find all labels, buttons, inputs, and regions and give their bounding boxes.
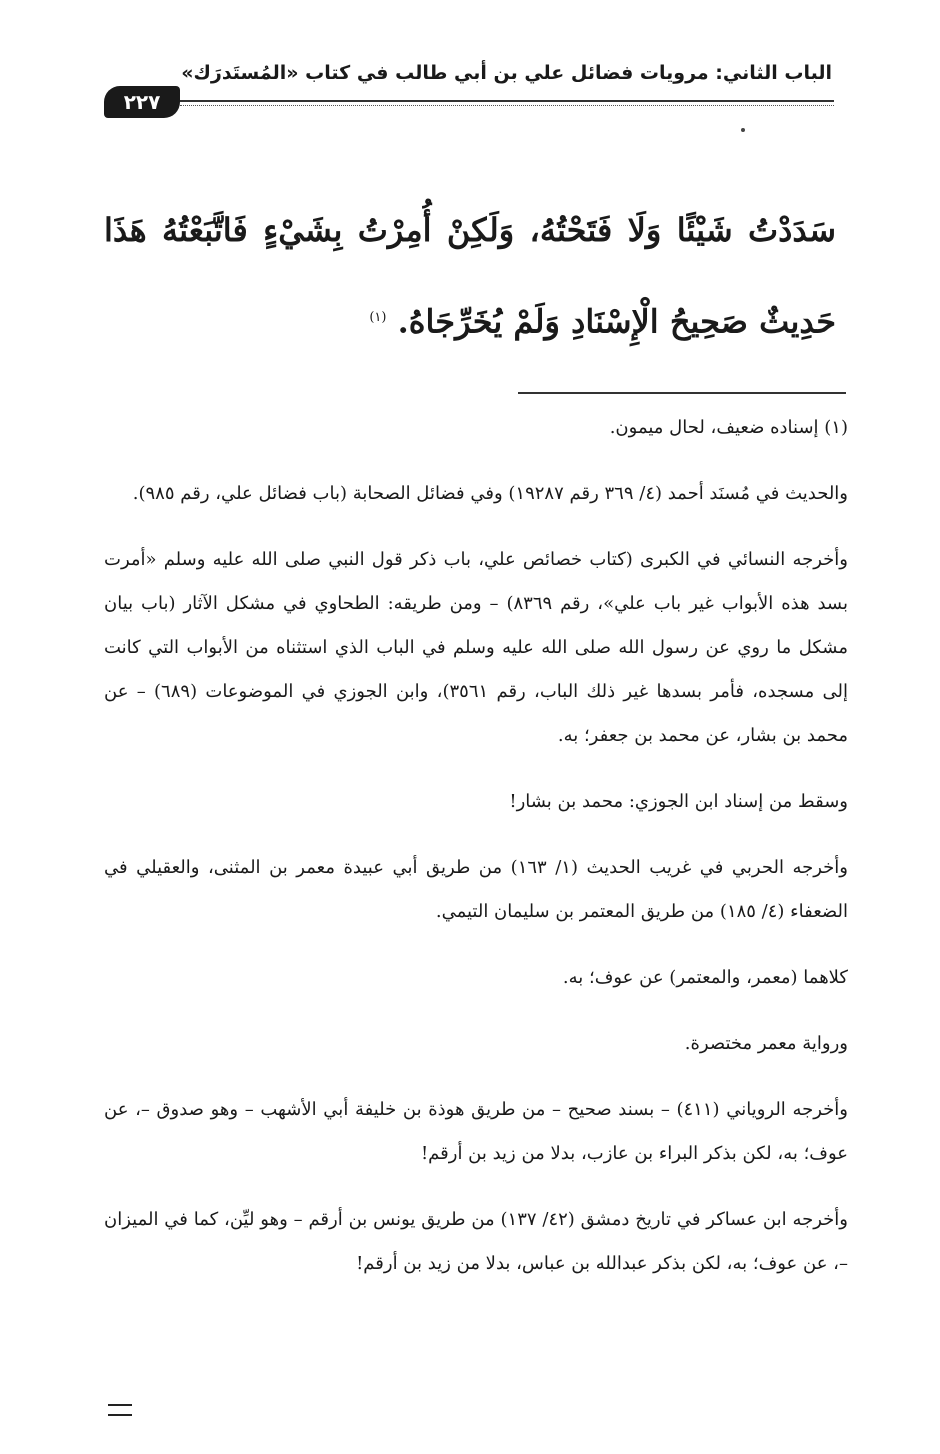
footnote-paragraph-harbi: وأخرجه الحربي في غريب الحديث (١/ ١٦٣) من طريق أبي عبيدة معمر بن المثنى، والعقيلي في الضعفاء (٤/ ١٨٥) من طريق المعتمر بن سليمان التيمي. — [104, 857, 848, 922]
footnote-1: (١) إسناده ضعيف، لحال ميمون. — [609, 417, 848, 438]
footnote-separator — [518, 392, 846, 394]
hadith-body: سَدَدْتُ شَيْئًا وَلَا فَتَحْتُهُ، وَلَكِنْ أُمِرْتُ بِشَيْءٍ فَاتَّبَعْتُهُ هَذَا حَدِيثٌ صَحِيحُ الْإِسْنَادِ وَلَمْ يُخَرِّجَاهُ. — [104, 211, 836, 341]
footnote-paragraph-nasai: وأخرجه النسائي في الكبرى (كتاب خصائص علي، باب ذكر قول النبي صلى الله عليه وسلم «أمرت بسد هذه الأبواب غير باب علي»، رقم ٨٣٦٩) – ومن طريقه: الطحاوي في مشكل الآثار (باب بيان مشكل ما روي عن رسول الله صلى الله عليه وسلم في الباب الذي استثناه من الأبواب التي كانت إلى مسجده، فأمر بسدها غير ذلك الباب، رقم ٣٥٦١)، وابن الجوزي في الموضوعات (٦٨٩) – عن محمد بن بشار، عن محمد بن جعفر؛ به. — [104, 549, 848, 746]
hadith-text — [104, 186, 836, 366]
footnote-paragraph-musnad: والحديث في مُسنَد أحمد (٤/ ٣٦٩ رقم ١٩٢٨٧) وفي فضائل الصحابة (باب فضائل علي، رقم ٩٨٥). — [132, 483, 848, 504]
running-header: الباب الثاني: مرويات فضائل علي بن أبي طالب في كتاب «المُستَدرَك» — [181, 62, 832, 84]
dot-mark — [741, 128, 745, 132]
bottom-mark — [108, 1404, 132, 1416]
footnotes — [104, 406, 848, 1308]
footnote-paragraph-ruyani: وأخرجه الروياني (٤١١) – بسند صحيح – من طريق هوذة بن خليفة أبي الأشهب – وهو صدوق –، عن عوف؛ به، لكن بذكر البراء بن عازب، بدلا من زيد بن أرقم! — [104, 1099, 848, 1164]
page-number-badge: ٢٢٧ — [104, 86, 180, 118]
header-rule — [180, 100, 834, 106]
footnote-paragraph-both: كلاهما (معمر، والمعتمر) عن عوف؛ به. — [562, 967, 848, 988]
footnote-ref: (١) — [369, 310, 387, 325]
footnote-paragraph-ibn-asakir: وأخرجه ابن عساكر في تاريخ دمشق (٤٢/ ١٣٧) من طريق يونس بن أرقم – وهو ليِّن، كما في الميزان –، عن عوف؛ به، لكن بذكر عبدالله بن عباس، بدلا من زيد بن أرقم! — [104, 1209, 848, 1274]
footnote-paragraph-mamar: ورواية معمر مختصرة. — [684, 1033, 848, 1054]
footnote-paragraph-ibn-jawzi: وسقط من إسناد ابن الجوزي: محمد بن بشار! — [509, 791, 848, 812]
